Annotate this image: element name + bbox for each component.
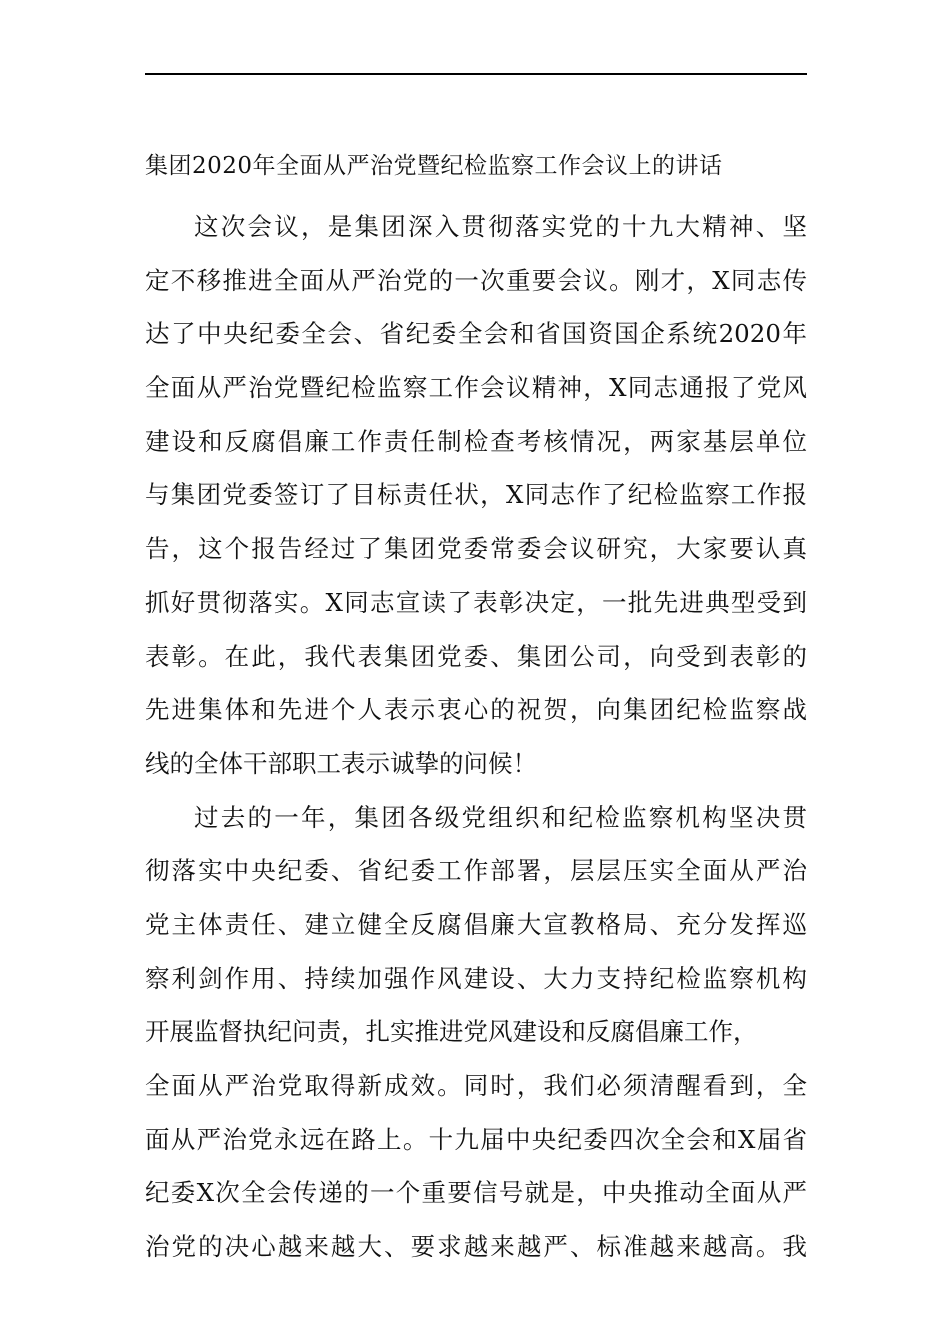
- paragraph-line: 察利剑作用、持续加强作风建设、大力支持纪检监察机构: [145, 963, 807, 993]
- document-body: [145, 200, 807, 1274]
- paragraph-line: 表彰。在此，我代表集团党委、集团公司，向受到表彰的: [145, 641, 807, 671]
- paragraph-line: 过去的一年，集团各级党组织和纪检监察机构坚决贯: [194, 802, 807, 832]
- paragraph-line: 这次会议，是集团深入贯彻落实党的十九大精神、坚: [194, 212, 807, 241]
- header-rule: [145, 73, 807, 75]
- paragraph-2: [145, 791, 807, 1274]
- document-title: 集团2020年全面从严治党暨纪检监察工作会议上的讲话: [145, 153, 723, 179]
- paragraph-line: 告，这个报告经过了集团党委常委会议研究，大家要认真: [145, 534, 807, 564]
- paragraph-line: 线的全体干部职工表示诚挚的问候！: [145, 748, 537, 778]
- paragraph-line: 先进集体和先进个人表示衷心的祝贺，向集团纪检监察战: [145, 695, 807, 725]
- paragraph-line: 全面从严治党暨纪检监察工作会议精神，X同志通报了党风: [145, 373, 807, 403]
- paragraph-line: 面从严治党永远在路上。十九届中央纪委四次全会和X届省: [145, 1124, 807, 1154]
- paragraph-line: 彻落实中央纪委、省纪委工作部署，层层压实全面从严治: [145, 856, 807, 886]
- paragraph-line: 建设和反腐倡廉工作责任制检查考核情况，两家基层单位: [145, 426, 807, 456]
- paragraph-line: 与集团党委签订了目标责任状，X同志作了纪检监察工作报: [145, 480, 807, 510]
- paragraph-line: 定不移推进全面从严治党的一次重要会议。刚才，X同志传: [145, 265, 807, 295]
- paragraph-1: [145, 200, 807, 791]
- paragraph-line: 纪委X次全会传递的一个重要信号就是，中央推动全面从严: [145, 1178, 807, 1208]
- paragraph-line: 党主体责任、建立健全反腐倡廉大宣教格局、充分发挥巡: [145, 909, 807, 939]
- paragraph-line: 开展监督执纪问责，扎实推进党风建设和反腐倡廉工作，: [145, 1017, 758, 1047]
- paragraph-line: 全面从严治党取得新成效。同时，我们必须清醒看到，全: [145, 1071, 807, 1100]
- paragraph-line: 抓好贯彻落实。X同志宣读了表彰决定，一批先进典型受到: [145, 587, 807, 617]
- paragraph-line: 达了中央纪委全会、省纪委全会和省国资国企系统2020年: [145, 319, 807, 349]
- paragraph-line: 治党的决心越来越大、要求越来越严、标准越来越高。我: [145, 1232, 807, 1262]
